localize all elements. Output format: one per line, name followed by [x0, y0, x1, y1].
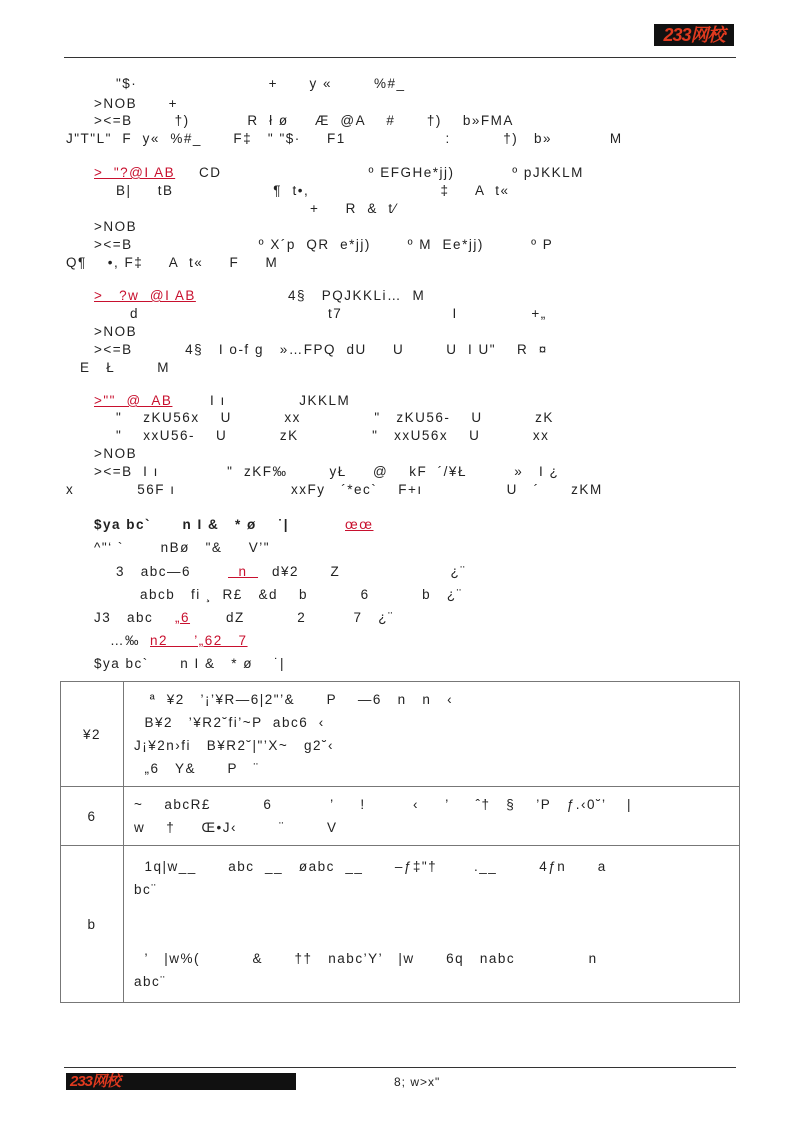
- question-table: [60, 681, 740, 1003]
- text-line: ><=B º X´p QR e*jj) º M Ee*jj) º P: [94, 237, 554, 252]
- text-line: abcb fi ¸ R£ &d b 6 b ¿¨: [140, 587, 463, 602]
- text-line: B| tB ¶ t•, ‡ A t«: [116, 183, 510, 198]
- cell-line: ~ abcR£ 6 ’ ! ‹ ’ ˆ† § ’P ƒ.‹0˘’ |: [134, 797, 632, 812]
- text-line: E Ł M: [80, 360, 171, 375]
- text-line: + R & t⁄: [310, 201, 398, 216]
- text-line: 4§ PQJKKLi… M: [288, 288, 426, 303]
- row-content: [124, 787, 740, 846]
- footer-divider: [64, 1067, 736, 1068]
- row-label: 6: [61, 787, 124, 846]
- text-line: ><=B †) R ł ø Æ @A # †) b»FMA: [94, 113, 514, 128]
- text-link[interactable]: > "?@I AB: [94, 165, 176, 180]
- text-line: $ya bc` n I & * ø ˙|: [94, 517, 290, 532]
- row-label: b: [61, 846, 124, 1003]
- page-number: 8; w>x": [394, 1075, 441, 1089]
- text-link[interactable]: n: [228, 564, 259, 579]
- row-label: ¥2: [61, 682, 124, 787]
- text-line: " zKU56x U xx " zKU56- U zK: [116, 410, 554, 425]
- text-line: ><=B I ı " zKF‰ yŁ @ kF ´/¥Ł » I ¿: [94, 464, 560, 479]
- text-line: d¥2 Z ¿¨: [272, 564, 467, 579]
- cell-line: ª ¥2 ’¡’¥R—6|2"’& P —6 n n ‹: [134, 692, 454, 707]
- brand-logo-header: 233网校: [654, 24, 734, 46]
- cell-line: w † Œ•J‹ ¨ V: [134, 820, 338, 835]
- cell-line: [134, 924, 729, 947]
- cell-line: abc¨: [134, 974, 167, 989]
- cell-line: „6 Y& P ¨: [134, 761, 260, 776]
- text-line: J"T"L" F y« %#_ F‡ " "$· F1 : †) b» M: [66, 131, 623, 146]
- text-line: $ya bc` n I & * ø ˙|: [94, 656, 286, 671]
- row-content: [124, 682, 740, 787]
- cell-line: 1q|w__ abc __ øabc __ –ƒ‡"† .__ 4ƒn a: [134, 859, 607, 874]
- row-content: [124, 846, 740, 1003]
- text-line: >NOB +: [94, 96, 179, 111]
- table-row: [61, 846, 740, 1003]
- table-row: [61, 787, 740, 846]
- text-line: >NOB: [94, 219, 138, 234]
- text-line: I ı JKKLM: [210, 393, 351, 408]
- text-line: >NOB: [94, 324, 138, 339]
- text-line: " xxU56- U zK " xxU56x U xx: [116, 428, 550, 443]
- brand-logo-footer: 233网校: [66, 1073, 296, 1090]
- text-line: ><=B 4§ I o-f g »…FPQ dU U U I U" R ¤: [94, 342, 548, 357]
- table-row: [61, 682, 740, 787]
- header-divider: [64, 57, 736, 58]
- cell-line: bc¨: [134, 882, 158, 897]
- text-link[interactable]: œœ: [345, 517, 374, 532]
- text-line: dZ 2 7 ¿¨: [226, 610, 395, 625]
- text-line: >NOB: [94, 446, 138, 461]
- cell-line: ’ |w%( & †† nabc’Y’ |w 6q nabc n: [134, 951, 598, 966]
- text-line: x 56F ı xxFy ´*ec` F+ı U ´ zKM: [66, 482, 603, 497]
- text-link[interactable]: >"" @ AB: [94, 393, 173, 408]
- text-line: J3 abc: [94, 610, 154, 625]
- text-line: CD º EFGHe*jj) º pJKKLM: [199, 165, 584, 180]
- text-line: Q¶ •, F‡ A t« F M: [66, 255, 279, 270]
- text-link[interactable]: „6: [175, 610, 191, 625]
- text-line: 3 abc—6: [116, 564, 192, 579]
- text-line: ^"‘ ` nBø "& V’": [94, 540, 270, 555]
- cell-line: J¡¥2n›fi B¥R2˘|"’X~ g2˘‹: [134, 738, 334, 753]
- text-link[interactable]: n2 ’„62 7: [150, 633, 248, 648]
- text-line: d t7 I +„: [130, 306, 547, 321]
- cell-line: [134, 901, 729, 924]
- text-line: …‰: [110, 633, 140, 648]
- text-link[interactable]: > ?w @I AB: [94, 288, 196, 303]
- text-line: "$· + y « %#_: [116, 76, 406, 91]
- cell-line: B¥2 ’¥R2˘fi’~P abc6 ‹: [134, 715, 325, 730]
